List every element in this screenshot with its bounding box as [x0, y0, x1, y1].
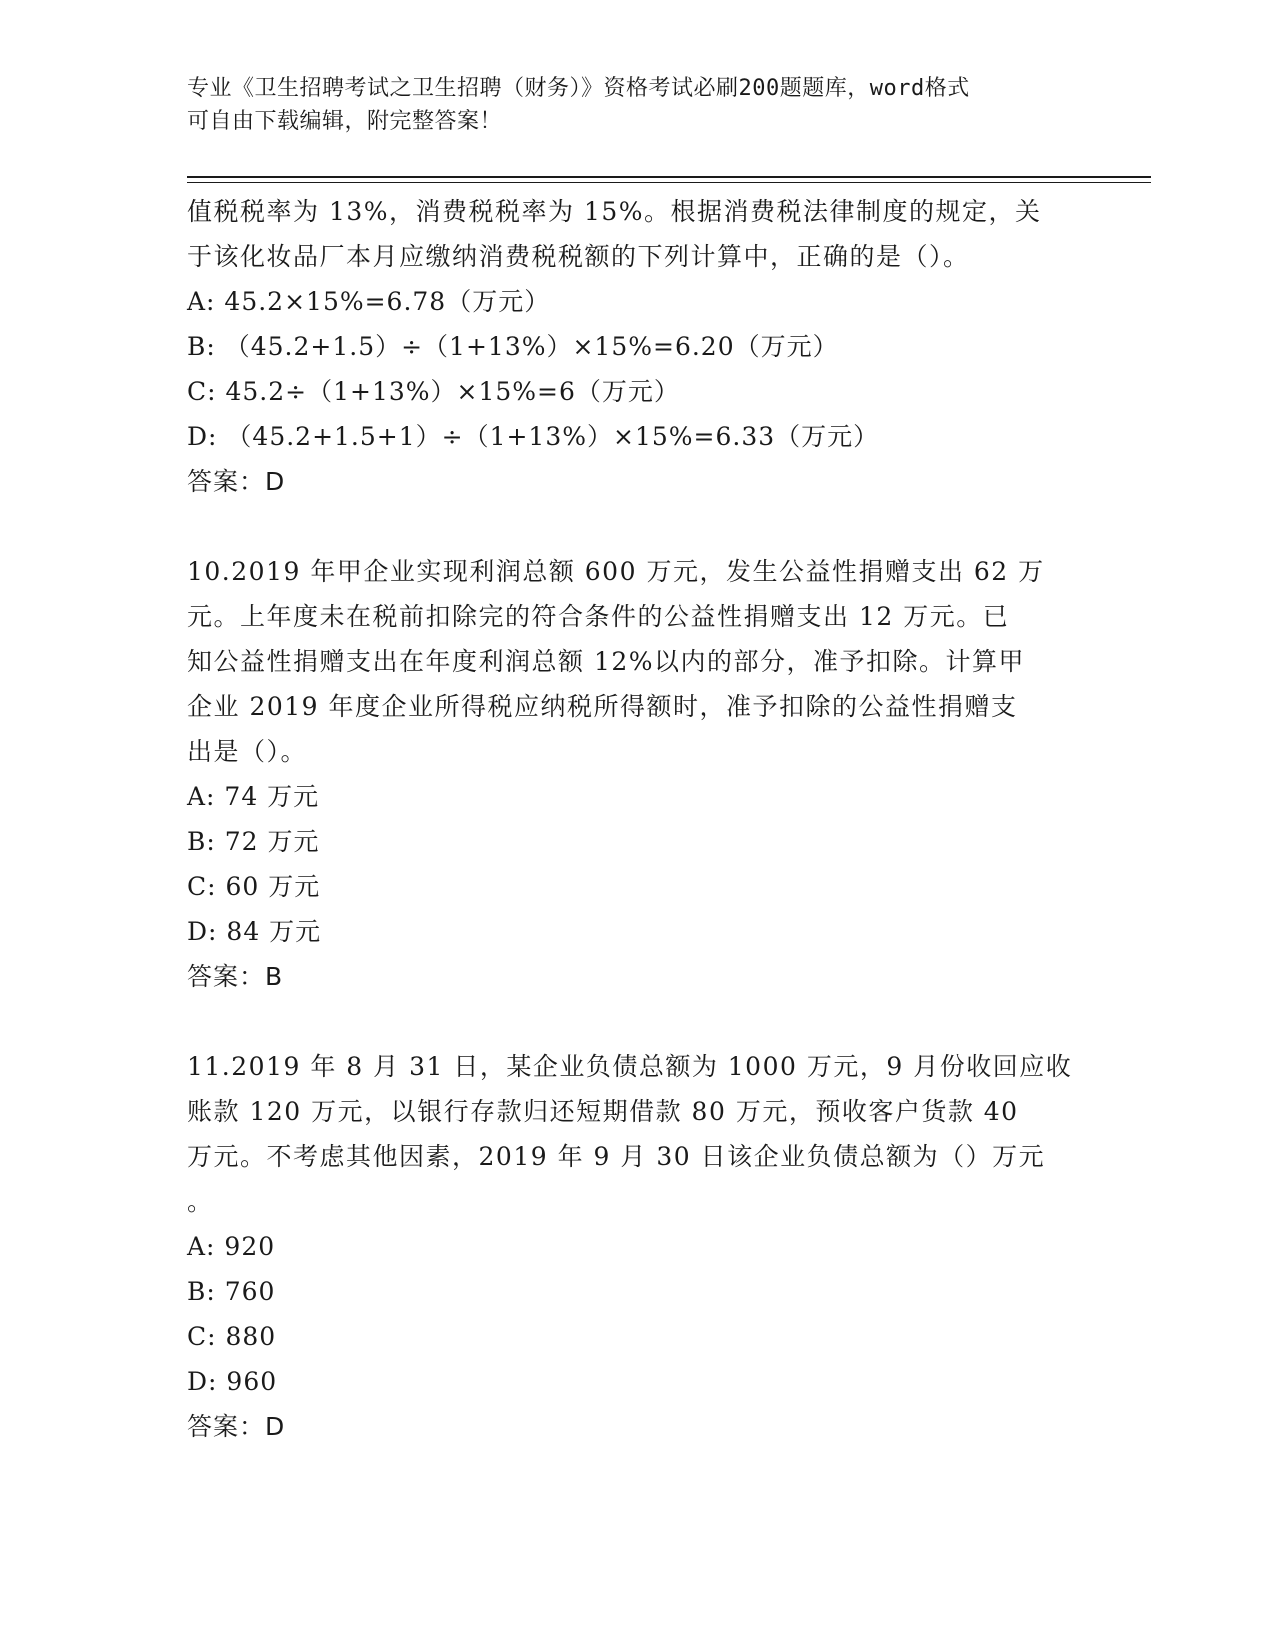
- option-c: C: 60 万元: [187, 872, 321, 901]
- question-text-line: 企业 2019 年度企业所得税应纳税所得额时，准予扣除的公益性捐赠支: [187, 692, 1018, 721]
- answer-line: 答案：B: [187, 962, 284, 991]
- spacer: [187, 504, 1077, 549]
- option-b: B: 760: [187, 1277, 276, 1306]
- option-c: C: 880: [187, 1322, 277, 1351]
- question-text-line: 11.2019 年 8 月 31 日，某企业负债总额为 1000 万元，9 月份收回应收: [187, 1052, 1073, 1081]
- question-10: [187, 549, 1077, 999]
- option-d: D: 84 万元: [187, 917, 322, 946]
- question-9: [187, 189, 1077, 504]
- option-c: C: 45.2÷（1+13%）×15%=6（万元）: [187, 377, 680, 406]
- header-rule-thin: [187, 182, 1151, 183]
- question-text-line: 于该化妆品厂本月应缴纳消费税税额的下列计算中，正确的是（）。: [187, 242, 970, 271]
- question-text-line: 元。上年度未在税前扣除完的符合条件的公益性捐赠支出 12 万元。已: [187, 602, 1010, 631]
- question-text-line: 知公益性捐赠支出在年度利润总额 12%以内的部分，准予扣除。计算甲: [187, 647, 1026, 676]
- option-d: D: （45.2+1.5+1）÷（1+13%）×15%=6.33（万元）: [187, 422, 880, 451]
- answer-line: 答案：D: [187, 1412, 286, 1441]
- question-11: [187, 1044, 1077, 1449]
- option-a: A: 45.2×15%=6.78（万元）: [187, 287, 551, 316]
- page-header: [187, 72, 1087, 138]
- option-a: A: 74 万元: [187, 782, 320, 811]
- header-title-line-2: 可自由下载编辑，附完整答案！: [187, 109, 503, 134]
- question-text-line: 万元。不考虑其他因素，2019 年 9 月 30 日该企业负债总额为（）万元: [187, 1142, 1046, 1171]
- option-b: B: 72 万元: [187, 827, 320, 856]
- header-title-line-1: 专业《卫生招聘考试之卫生招聘（财务）》资格考试必刷200题题库，word格式: [187, 76, 970, 101]
- question-text-line: 出是（）。: [187, 737, 308, 766]
- question-text-line: 值税税率为 13%，消费税税率为 15%。根据消费税法律制度的规定，关: [187, 197, 1042, 226]
- spacer: [187, 999, 1077, 1044]
- option-a: A: 920: [187, 1232, 276, 1261]
- document-body: [187, 189, 1077, 1449]
- option-b: B: （45.2+1.5）÷（1+13%）×15%=6.20（万元）: [187, 332, 839, 361]
- question-text-line: 账款 120 万元，以银行存款归还短期借款 80 万元，预收客户货款 40: [187, 1097, 1019, 1126]
- question-text-line: 10.2019 年甲企业实现利润总额 600 万元，发生公益性捐赠支出 62 万: [187, 557, 1045, 586]
- answer-line: 答案：D: [187, 467, 286, 496]
- header-rule-thick: [187, 176, 1151, 178]
- option-d: D: 960: [187, 1367, 278, 1396]
- question-text-line: 。: [187, 1187, 214, 1216]
